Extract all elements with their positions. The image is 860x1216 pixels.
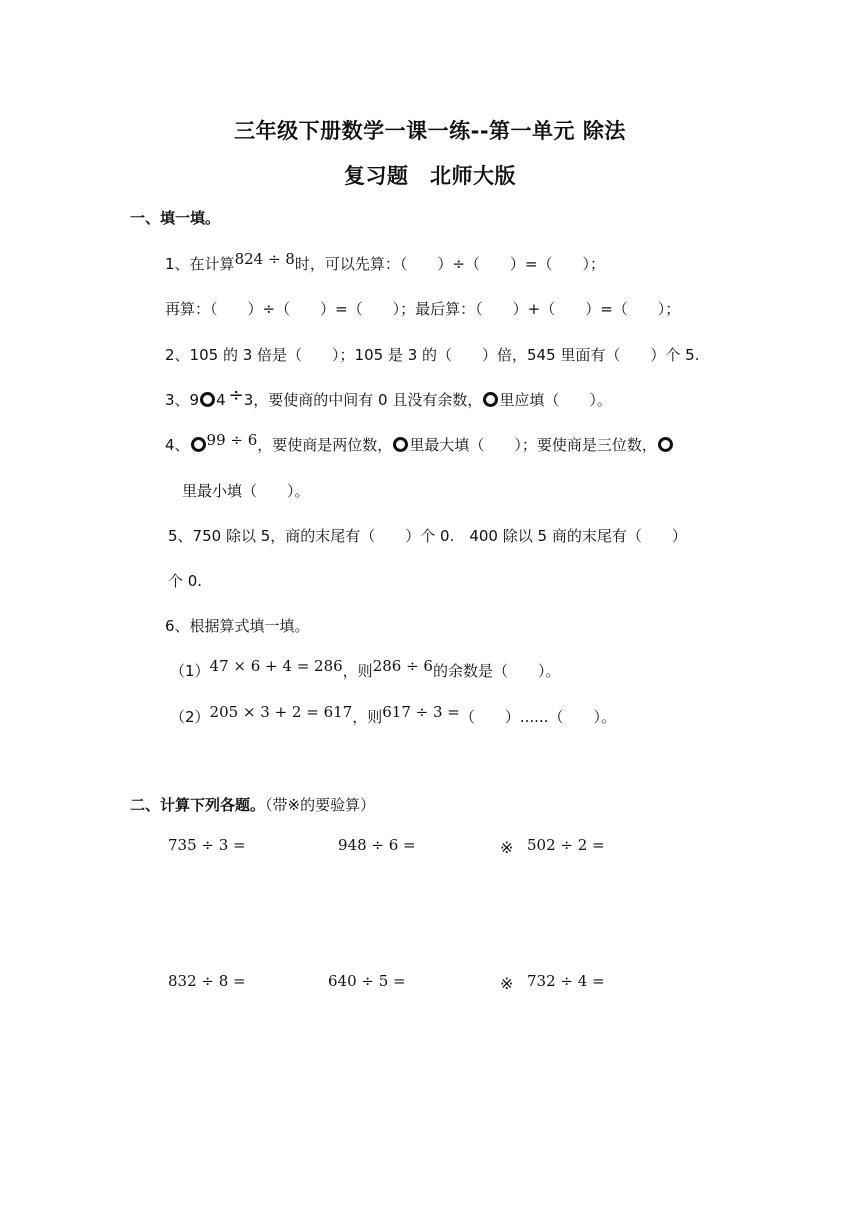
question-4-line-1: [165, 431, 674, 455]
calc-3: 502 ÷ 2 =: [527, 836, 605, 854]
calc-6: 732 ÷ 4 =: [527, 972, 605, 990]
q3-text-d: 里应填（ ）。: [499, 391, 612, 409]
q1-expression: 824 ÷ 8: [234, 250, 295, 268]
q3-text-a: 3、9: [165, 391, 200, 409]
question-1-line-2: 再算：（ ）÷（ ）=（ ）；最后算：（ ）+（ ）=（ ）；: [165, 300, 681, 318]
circle-blank-icon: [658, 437, 673, 452]
reference-mark-icon: ※: [500, 974, 514, 993]
question-5-line-1: 5、750 除以 5，商的末尾有（ ）个 0. 400 除以 5 商的末尾有（ ）: [168, 527, 687, 545]
q6-p1-text-b: 的余数是（ ）。: [432, 662, 561, 680]
q6-p2-label: （2）: [170, 708, 210, 726]
circle-blank-icon: [191, 437, 206, 452]
question-2: 2、105 的 3 倍是（ ）；105 是 3 的（ ）倍，545 里面有（ ）个 5.: [165, 346, 700, 364]
section-2-note: （带※的要验算）: [265, 796, 376, 814]
question-4-line-2: 里最小填（ ）。: [182, 482, 310, 500]
q1-text-a: 在计算: [189, 255, 235, 273]
q3-text-c: 3，要使商的中间有 0 且没有余数，: [243, 391, 483, 409]
question-1-line-1: [165, 250, 605, 274]
q4-text-b: 里最大填（ ）；要使商是三位数，: [409, 436, 657, 454]
section-2-title: 二、计算下列各题。: [130, 796, 266, 814]
q6-p1-expression: 47 × 6 + 4 = 286: [209, 657, 343, 675]
title-line-1: 三年级下册数学一课一练--第一单元 除法: [234, 119, 626, 143]
q6-p1-expression-2: 286 ÷ 6: [372, 657, 433, 675]
question-6-part-1: [170, 657, 561, 681]
q6-p2-text-a: ，则: [352, 708, 383, 726]
circle-blank-icon: [200, 392, 215, 407]
reference-mark-icon: ※: [500, 838, 514, 857]
q6-p1-text-a: ，则: [342, 662, 373, 680]
q6-p2-expression: 205 × 3 + 2 = 617: [209, 703, 353, 721]
calc-2: 948 ÷ 6 =: [338, 836, 416, 854]
division-sign: ÷: [228, 385, 244, 406]
q1-number: 1、: [165, 255, 190, 273]
calc-1: 735 ÷ 3 =: [168, 836, 246, 854]
calc-5: 640 ÷ 5 =: [328, 972, 406, 990]
question-5-line-2: 个 0.: [168, 572, 203, 590]
section-2-heading: [130, 794, 375, 815]
q4-expression: 99 ÷ 6: [206, 431, 258, 449]
q3-text-b: 4: [216, 391, 226, 409]
q6-p1-label: （1）: [170, 662, 210, 680]
q1-text-b: 时，可以先算：（ ）÷（ ）=（ ）；: [294, 255, 605, 273]
question-3: [165, 385, 612, 410]
section-1-heading: 一、填一填。: [130, 209, 221, 227]
q6-p2-expression-2: 617 ÷ 3 =: [382, 703, 460, 721]
question-6-part-2: [170, 703, 616, 727]
calc-4: 832 ÷ 8 =: [168, 972, 246, 990]
title-line-2: 复习题 北师大版: [344, 164, 516, 188]
question-6-heading: 6、根据算式填一填。: [165, 617, 310, 635]
q6-p2-text-b: （ ）......（ ）。: [459, 708, 616, 726]
circle-blank-icon: [483, 392, 498, 407]
q4-number: 4、: [165, 436, 190, 454]
q4-text-a: ，要使商是两位数，: [257, 436, 393, 454]
circle-blank-icon: [393, 437, 408, 452]
